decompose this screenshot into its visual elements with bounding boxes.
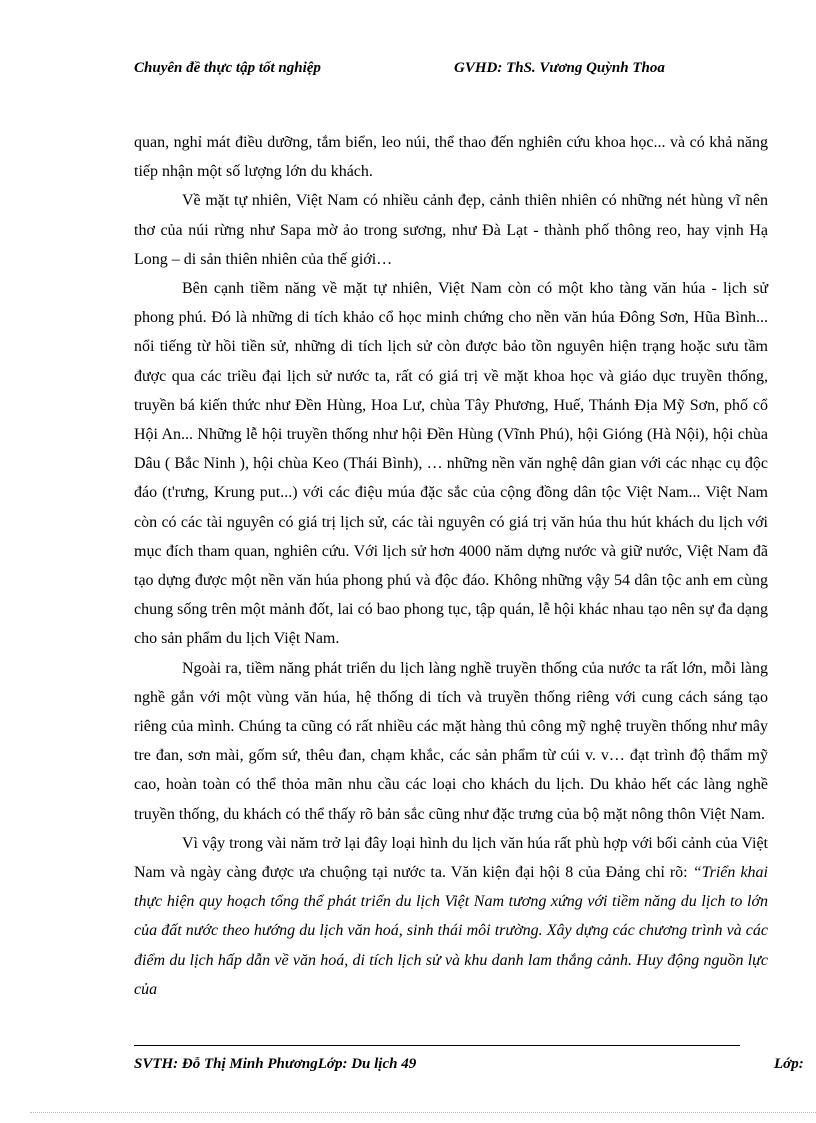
- body-text: [134, 128, 768, 1004]
- paragraph-craft-villages: Ngoài ra, tiềm năng phát triển du lịch làng nghề truyền thống của nước ta rất lớn, mỗi làng nghề gắn với một vùng văn húa, hệ thống di tích và truyền thống riêng với cung cách sáng tạo riêng của mình. Chúng ta cũng có rất nhiều các mặt hàng thủ công mỹ nghệ truyền thống như mây tre đan, sơn mài, gốm sứ, thêu đan, chạm khắc, các sản phẩm từ cúi v. v… đạt trình độ thẩm mỹ cao, hoàn toàn có thể thỏa mãn nhu cầu các loại cho khách du lịch. Du khảo hết các làng nghề truyền thống, du khách có thể thấy rõ bản sắc cũng như đặc trưng của bộ mặt nông thôn Việt Nam.: [134, 659, 768, 823]
- footer-class-label: Lớp:: [774, 1056, 804, 1072]
- paragraph-culture-history: Bên cạnh tiềm năng về mặt tự nhiên, Việt Nam còn có một kho tàng văn húa - lịch sử phong phú. Đó là những di tích khảo cổ học minh chứng cho nền văn húa Đông Sơn, Hũa Bình... nổi tiếng từ hồi tiền sử, những di tích lịch sử còn được bảo tồn nguyên hiện trạng hoặc sưu tầm được qua các triều đại lịch sử nước ta, rất có giá trị về mặt khoa học và giáo dục truyền thống, truyền bá kiến thức như Đền Hùng, Hoa Lư, chùa Tây Phương, Huế, Thánh Địa Mỹ Sơn, phố cổ Hội An... Những lễ hội truyền thống như hội Đền Hùng (Vĩnh Phú), hội Gióng (Hà Nội), hội chùa Dâu ( Bắc Ninh ), hội chùa Keo (Thái Bình), … những nền văn nghệ dân gian với các nhạc cụ độc đáo (t'rưng, Krung put...) với các điệu múa đặc sắc của cộng đồng dân tộc Việt Nam... Việt Nam còn có các tài nguyên có giá trị lịch sử, các tài nguyên có giá trị văn húa thu hút khách du lịch với mục đích tham quan, nghiên cứu. Với lịch sử hơn 4000 năm dựng nước và giữ nước, Việt Nam đã tạo dựng được một nền văn húa phong phú và độc đáo. Không những vậy 54 dân tộc anh em cùng chung sống trên một mảnh đốt, lai có bao phong tục, tập quán, lễ hội khác nhau tạo nên sự đa dạng cho sản phẩm du lịch Việt Nam.: [134, 280, 768, 648]
- footer-student-info: SVTH: Đỗ Thị Minh PhươngLớp: Du lịch 49: [134, 1056, 417, 1072]
- paragraph-party-congress: [134, 829, 768, 1004]
- page-footer: [134, 1056, 814, 1073]
- party-congress-quote: “Triển khai thực hiện quy hoạch tổng thể phát triển du lịch Việt Nam tương xứng với tiềm năng du lịch to lớn của đất nước theo hướng du lịch văn hoá, sinh thái môi trường. Xây dựng các chương trình và các điểm du lịch hấp dẫn về văn hoá, di tích lịch sử và khu danh lam thắng cảnh. Huy động nguồn lực của: [134, 864, 769, 998]
- paragraph-continued: quan, nghỉ mát điều dưỡng, tắm biển, leo núi, thể thao đến nghiên cứu khoa học... và có khả năng tiếp nhận một số lượng lớn du khách.: [134, 134, 768, 181]
- paragraph-natural-scenery: Về mặt tự nhiên, Việt Nam có nhiều cảnh đẹp, cảnh thiên nhiên có những nét hùng vĩ nên thơ của núi rừng như Sapa mờ ảo trong sương, như Đà Lạt - thành phố thông reo, hay vịnh Hạ Long – di sản thiên nhiên của thế giới…: [134, 192, 768, 268]
- header-supervisor: GVHD: ThS. Vương Quỳnh Thoa: [454, 60, 665, 76]
- footer-divider: [134, 1045, 740, 1046]
- header-document-title: Chuyên đề thực tập tốt nghiệp: [134, 60, 321, 76]
- page-header: [134, 60, 734, 84]
- page-bottom-dotted-divider: [30, 1112, 816, 1113]
- paragraph-party-congress-text: Vì vậy trong vài năm trở lại đây loại hình du lịch văn húa rất phù hợp với bối cảnh của Việt Nam và ngày càng được ưa chuộng tại nước ta. Văn kiện đại hội 8 của Đảng chỉ rõ:: [134, 834, 768, 882]
